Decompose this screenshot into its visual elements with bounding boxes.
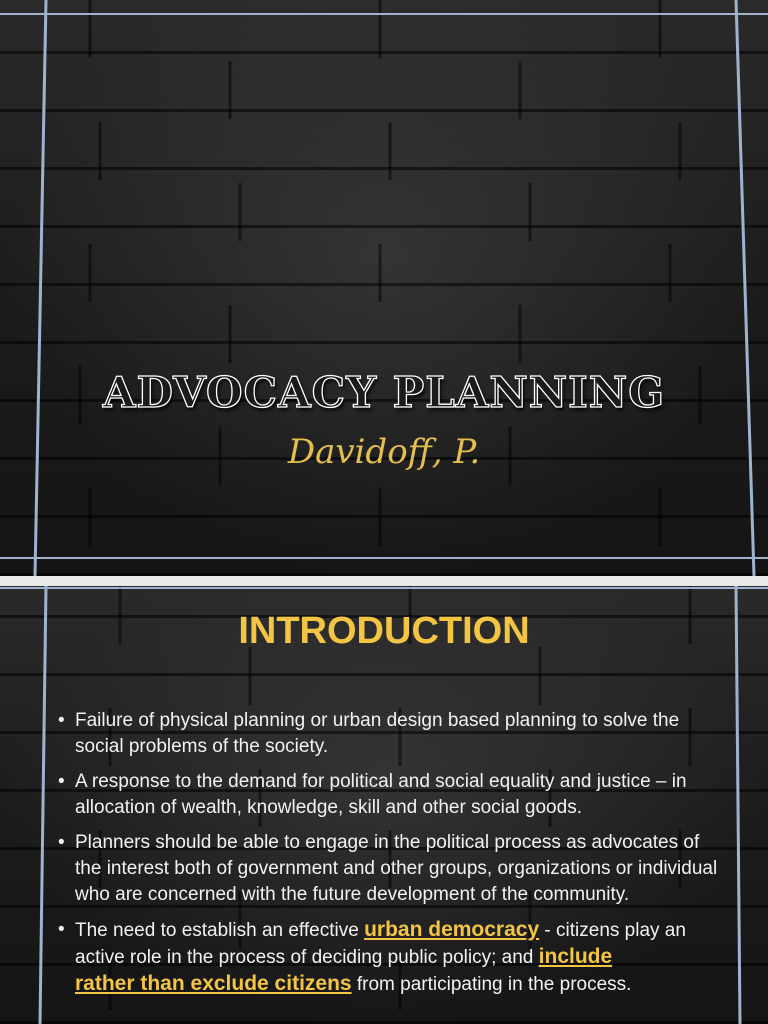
bullet-text: Failure of physical planning or urban design based planning to solve the social problems of the society. — [75, 710, 680, 757]
highlight-include: include — [538, 945, 613, 968]
bullet-item — [58, 769, 722, 821]
bullet-item — [58, 917, 722, 998]
frame-line-top — [0, 13, 768, 15]
bullet-item — [58, 830, 722, 908]
bullet-dot-icon: • — [58, 771, 65, 792]
bullet-text-part: from participating in the process. — [351, 974, 632, 995]
frame-line-bottom — [0, 557, 768, 559]
bullet-dot-icon: • — [58, 710, 65, 731]
slide-subtitle-author: Davidoff, P. — [287, 432, 481, 472]
slide-title-text: ADVOCACY PLANNING — [102, 368, 666, 417]
bullet-text-part: - citizens play an active role in the process of deciding public policy; and — [75, 920, 686, 968]
bullet-dot-icon: • — [58, 832, 65, 853]
frame-line-top — [0, 587, 768, 589]
introduction-bullet-list — [58, 708, 722, 1007]
introduction-heading: INTRODUCTION — [238, 610, 530, 652]
highlight-urban-democracy: urban democracy — [364, 918, 540, 941]
bullet-dot-icon: • — [58, 919, 65, 940]
highlight-rather-than-exclude: rather than exclude citizens — [75, 972, 352, 995]
bullet-text: Planners should be able to engage in the political process as advocates of the interest both of government and other groups, organizations or individual who are concerned with the future development of the community. — [75, 832, 718, 905]
bullet-item — [58, 708, 722, 760]
bullet-text: A response to the demand for political and social equality and justice – in allocation of wealth, knowledge, skill and other social goods. — [75, 771, 687, 818]
bullet-text-part: The need to establish an effective — [75, 920, 365, 941]
